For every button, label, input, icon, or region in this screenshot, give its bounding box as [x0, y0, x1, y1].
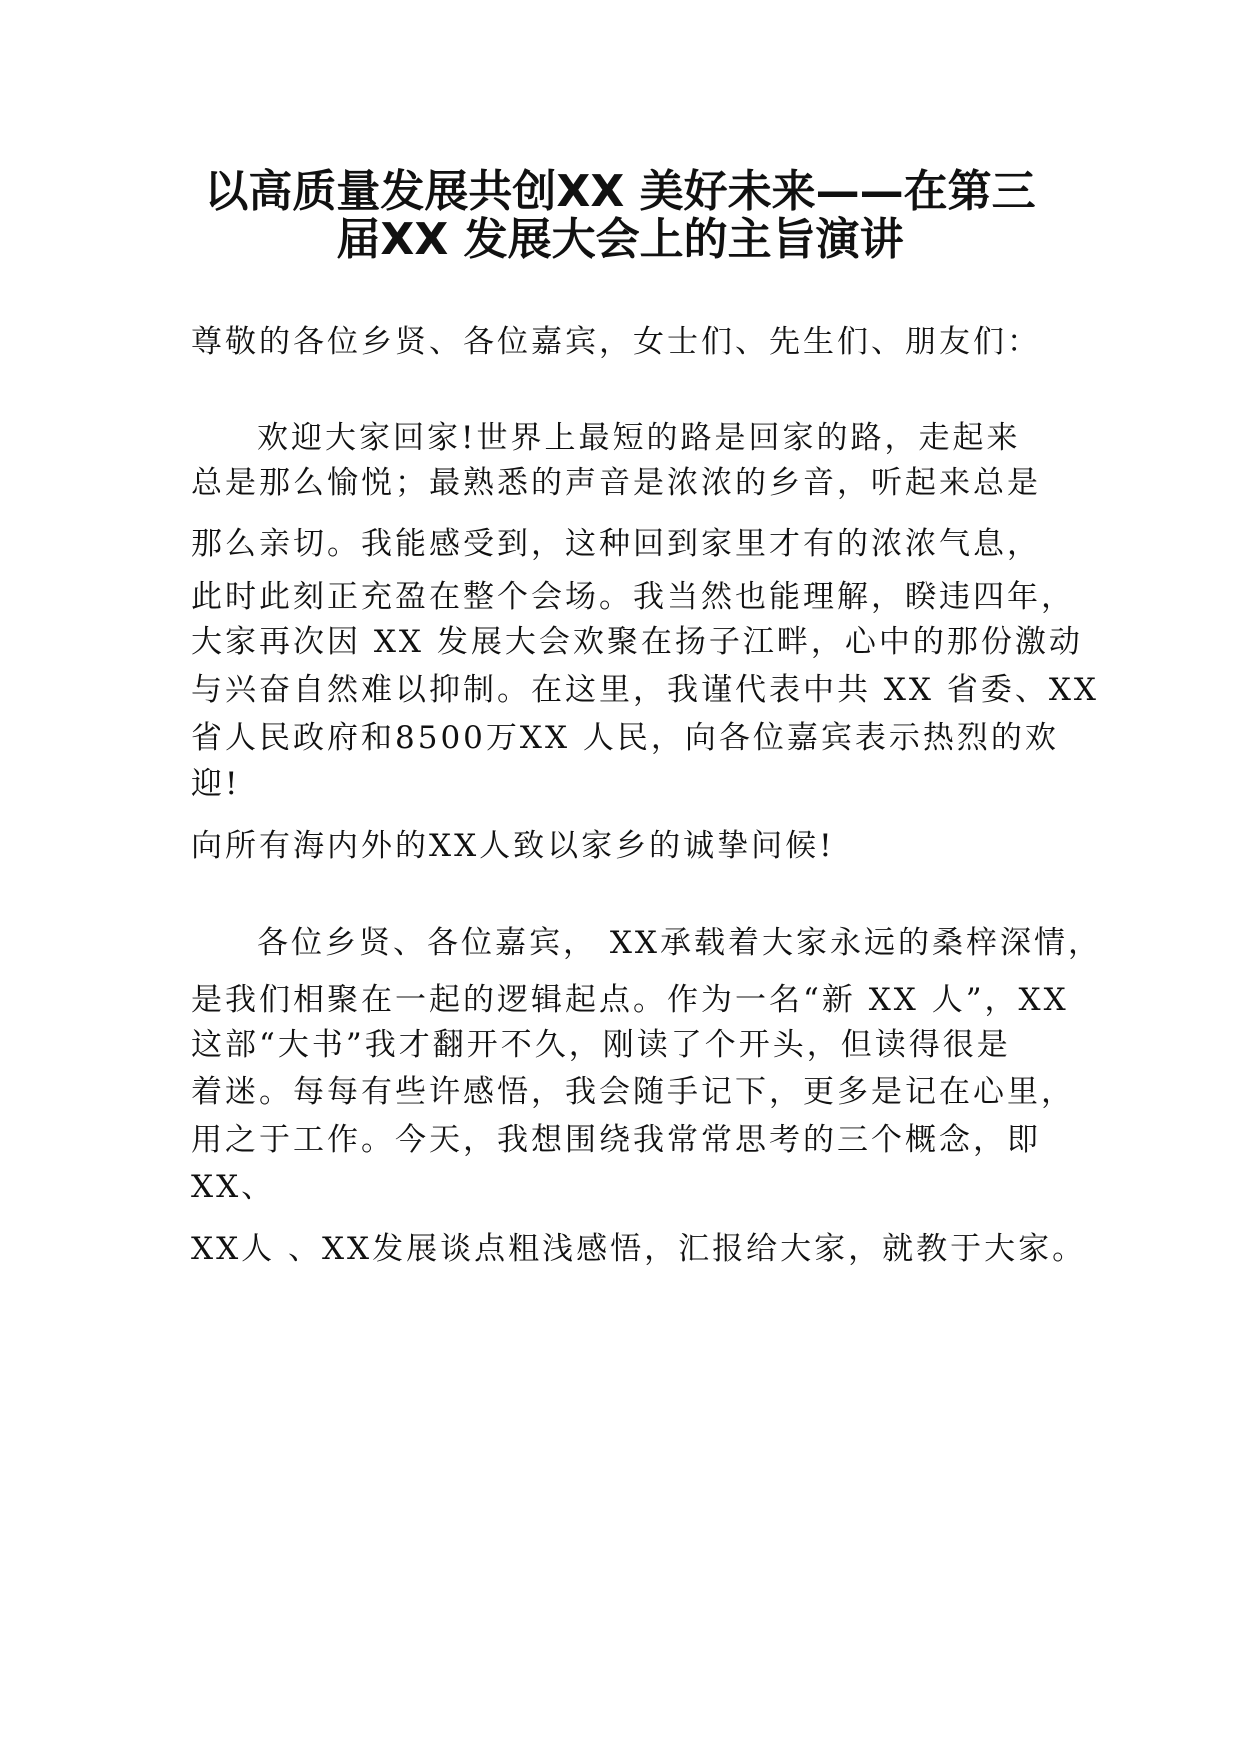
- paragraph1-line: 此时此刻正充盈在整个会场。我当然也能理解，睽违四年，: [191, 579, 1075, 615]
- paragraph1-line: 那么亲切。我能感受到，这种回到家里才有的浓浓气息，: [191, 526, 1041, 562]
- paragraph1-line: 大家再次因 XX 发展大会欢聚在扬子江畔，心中的那份激动: [191, 624, 1083, 660]
- paragraph3-line: XX、: [191, 1169, 276, 1205]
- paragraph1-line: 欢迎大家回家!世界上最短的路是回家的路，走起来: [257, 420, 1021, 456]
- paragraph3-line: 各位乡贤、各位嘉宾， XX承载着大家永远的桑梓深情，: [257, 925, 1102, 961]
- paragraph1-line: 省人民政府和8500万XX 人民，向各位嘉宾表示热烈的欢: [191, 720, 1059, 756]
- title-line-1: 以高质量发展共创XX 美好未来——在第三: [204, 166, 1036, 217]
- salutation: 尊敬的各位乡贤、各位嘉宾，女士们、先生们、朋友们：: [191, 324, 1041, 360]
- paragraph3-line: 着迷。每每有些许感悟，我会随手记下，更多是记在心里，: [191, 1074, 1075, 1110]
- paragraph1-line: 总是那么愉悦；最熟悉的声音是浓浓的乡音，听起来总是: [191, 465, 1041, 501]
- paragraph1-line: 与兴奋自然难以抑制。在这里，我谨代表中共 XX 省委、XX: [191, 672, 1099, 708]
- paragraph3-line: 这部“大书”我才翻开不久，刚读了个开头，但读得很是: [191, 1027, 1011, 1063]
- paragraph3-line: 用之于工作。今天，我想围绕我常常思考的三个概念，即: [191, 1122, 1041, 1158]
- paragraph1-line: 迎!: [191, 766, 241, 802]
- paragraph2: 向所有海内外的XX人致以家乡的诚挚问候!: [191, 828, 835, 864]
- paragraph3-line: 是我们相聚在一起的逻辑起点。作为一名“新 XX 人”，XX: [191, 982, 1069, 1018]
- title-line-2: 届XX 发展大会上的主旨演讲: [336, 214, 904, 265]
- paragraph3-line: XX人 、XX发展谈点粗浅感悟，汇报给大家，就教于大家。: [191, 1231, 1087, 1267]
